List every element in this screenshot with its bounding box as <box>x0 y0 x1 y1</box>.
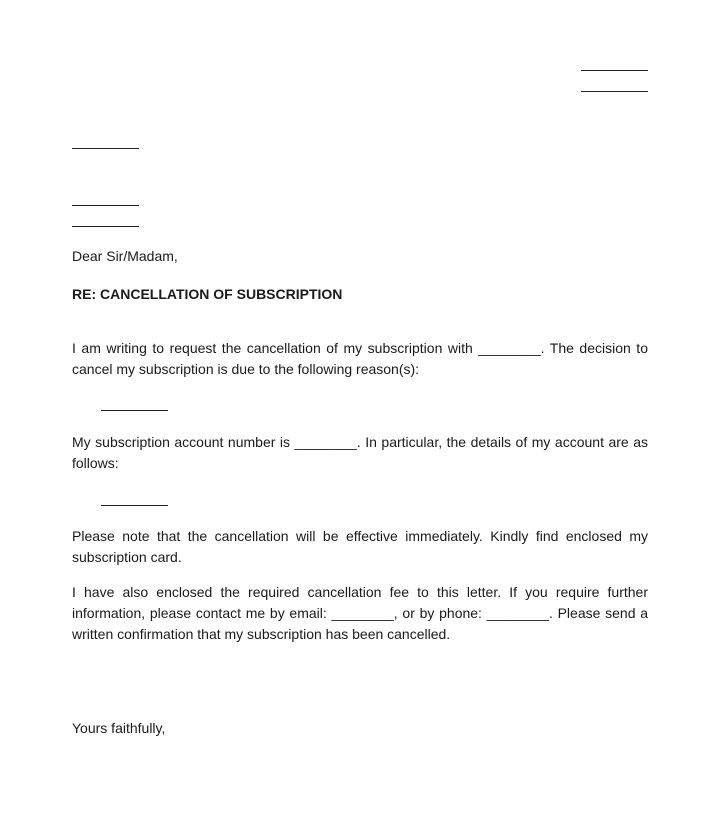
closing: Yours faithfully, <box>72 720 166 736</box>
account-details-line <box>101 505 168 506</box>
recipient-address-line-1 <box>72 205 139 206</box>
date-line <box>72 148 139 149</box>
subject-line: RE: CANCELLATION OF SUBSCRIPTION <box>72 286 343 302</box>
reason-line <box>101 410 168 411</box>
paragraph-request: I am writing to request the cancellation of my subscription with ________. The decision to cancel my subscription is due to the following reason(s): <box>72 340 648 377</box>
recipient-address-line-2 <box>72 226 139 227</box>
paragraph-fee: I have also enclosed the required cancellation fee to this letter. If you require further information, please contact me by email: ________, or by phone: ________. Please send a written confirmation that my subscription has been cancelled. <box>72 584 648 642</box>
sender-address-line-1 <box>581 70 648 71</box>
paragraph-account: My subscription account number is ________. In particular, the details of my account are as follows: <box>72 434 648 471</box>
salutation: Dear Sir/Madam, <box>72 248 178 264</box>
sender-address-line-2 <box>581 91 648 92</box>
paragraph-effective: Please note that the cancellation will be effective immediately. Kindly find enclosed my subscription card. <box>72 528 648 565</box>
